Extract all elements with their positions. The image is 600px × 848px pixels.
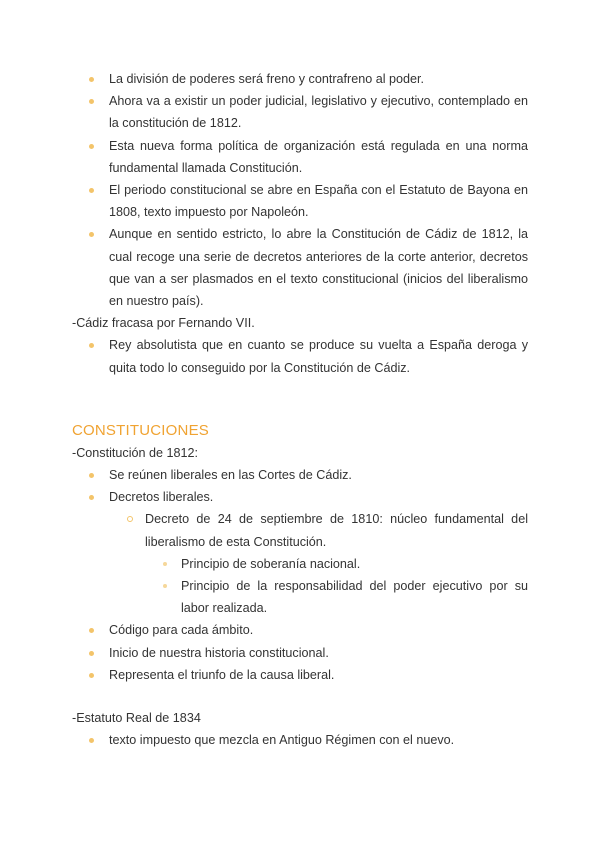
list-item — [72, 135, 528, 179]
list-item-text: Aunque en sentido estricto, lo abre la Constitución de Cádiz de 1812, la cual recoge una serie de decretos anteriores de la corte anterior, decretos que van a ser plasmados en el texto constitucional (inicios del liberalismo en nuestro país). — [109, 227, 528, 309]
bullet-dot-icon — [89, 495, 94, 500]
list-item-text: Código para cada ámbito. — [109, 623, 254, 638]
bullet-dot-icon — [89, 651, 94, 656]
list-item-text: Principio de la responsabilidad del poder ejecutivo por su labor realizada. — [181, 579, 528, 616]
list-item-text: Se reúnen liberales en las Cortes de Cádiz. — [109, 468, 352, 483]
bullet-dot-icon — [89, 343, 94, 348]
bullet-dot-icon — [89, 188, 94, 193]
sub-list-item — [72, 508, 528, 552]
list-item — [72, 334, 528, 378]
bullet-dot-icon — [89, 144, 94, 149]
list-item-text: Ahora va a existir un poder judicial, legislativo y ejecutivo, contemplado en la constitución de 1812. — [109, 94, 528, 131]
list-item — [72, 68, 528, 90]
list-item-text: La división de poderes será freno y contrafreno al poder. — [109, 72, 425, 86]
bullet-dot-icon — [89, 77, 94, 82]
list-item-text: Principio de soberanía nacional. — [181, 556, 361, 571]
estatuto-real-line: -Estatuto Real de 1834 — [72, 711, 201, 726]
list-item-text: Representa el triunfo de la causa liberal. — [109, 667, 335, 682]
bullet-dot-icon — [89, 628, 94, 633]
bullet-circle-icon — [127, 516, 133, 522]
bullet-small-dot-icon — [163, 584, 167, 588]
constitution-1812-line: -Constitución de 1812: — [72, 445, 199, 460]
bullet-dot-icon — [89, 232, 94, 237]
bullet-dot-icon — [89, 738, 94, 743]
list-item — [72, 729, 528, 751]
list-item-text: Rey absolutista que en cuanto se produce su vuelta a España deroga y quita todo lo conseguido por la Constitución de Cádiz. — [109, 338, 528, 375]
list-item — [72, 619, 528, 641]
sub-sub-list-item — [72, 553, 528, 575]
list-item-text: El periodo constitucional se abre en España con el Estatuto de Bayona en 1808, texto impuesto por Napoleón. — [109, 183, 528, 220]
section-heading: CONSTITUCIONES — [72, 421, 209, 439]
bullet-dot-icon — [89, 673, 94, 678]
list-item — [72, 642, 528, 664]
list-item — [72, 90, 528, 134]
list-item — [72, 223, 528, 312]
list-item — [72, 486, 528, 508]
list-item-text: Decreto de 24 de septiembre de 1810: núcleo fundamental del liberalismo de esta Constitución. — [145, 512, 528, 549]
list-item — [72, 179, 528, 223]
document-page — [72, 68, 528, 751]
list-item-text: Esta nueva forma política de organización está regulada en una norma fundamental llamada Constitución. — [109, 138, 528, 175]
sub-sub-list-item — [72, 575, 528, 619]
list-item-text: Decretos liberales. — [109, 490, 214, 505]
bullet-dot-icon — [89, 473, 94, 478]
spacer — [72, 686, 528, 707]
list-item-text: Inicio de nuestra historia constitucional. — [109, 645, 329, 660]
bullet-small-dot-icon — [163, 562, 167, 566]
list-item-text: texto impuesto que mezcla en Antiguo Régimen con el nuevo. — [109, 733, 455, 748]
bullet-dot-icon — [89, 99, 94, 104]
list-item — [72, 664, 528, 686]
list-item — [72, 464, 528, 486]
cadiz-fails-line: -Cádiz fracasa por Fernando VII. — [72, 316, 255, 331]
